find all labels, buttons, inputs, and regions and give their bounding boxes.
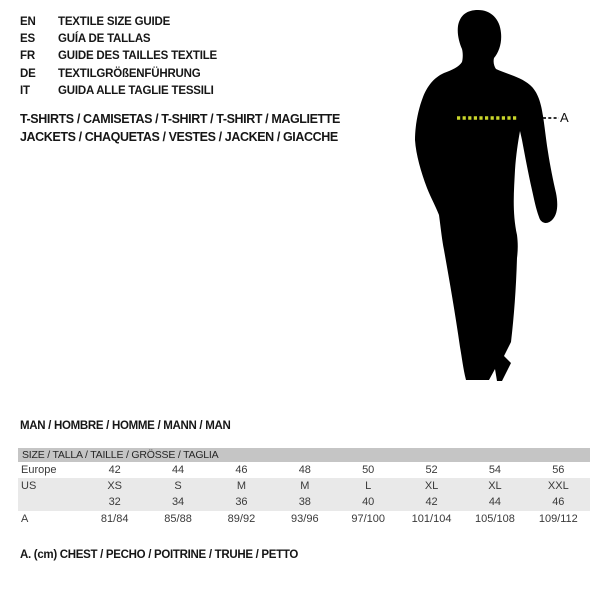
row-label: Europe	[21, 464, 57, 477]
table-cell: 46	[235, 464, 248, 477]
row-label: US	[21, 480, 37, 493]
table-cell: S	[174, 480, 182, 493]
table-cell: 44	[488, 496, 502, 509]
table-cell: 101/104	[411, 512, 452, 525]
language-row	[20, 13, 217, 30]
table-cell: 46	[552, 496, 565, 509]
table-cell: 42	[425, 496, 438, 509]
size-table-header: SIZE / TALLA / TAILLE / GRÖSSE / TAGLIA	[18, 448, 590, 462]
table-cell: 40	[362, 496, 375, 509]
section-title-man: MAN / HOMBRE / HOMME / MANN / MAN	[20, 420, 231, 432]
language-label: GUIDE DES TAILLES TEXTILE	[58, 50, 217, 63]
product-types-line-tshirts: T-SHIRTS / CAMISETAS / T-SHIRT / T-SHIRT / MAGLIETTE	[20, 112, 340, 126]
table-cell: 109/112	[538, 512, 578, 525]
size-table	[18, 448, 590, 527]
language-label: TEXTILGRÖßENFÜHRUNG	[58, 67, 201, 80]
table-cell: L	[365, 480, 372, 493]
language-label: GUÍA DE TALLAS	[58, 33, 151, 46]
language-row	[20, 65, 217, 82]
table-cell: 81/84	[100, 512, 129, 525]
size-table-row-us	[18, 478, 590, 494]
table-cell: 42	[108, 464, 121, 477]
language-row	[20, 30, 217, 47]
table-cell: XXL	[547, 480, 569, 493]
footnote-chest: A. (cm) CHEST / PECHO / POITRINE / TRUHE / PETTO	[20, 549, 299, 561]
table-cell: M	[300, 480, 310, 493]
language-code: ES	[20, 33, 35, 46]
row-label: A	[21, 512, 29, 525]
table-cell: 34	[171, 496, 185, 509]
table-cell: 56	[552, 464, 565, 477]
language-code: FR	[20, 50, 35, 63]
man-silhouette	[398, 8, 570, 390]
table-cell: 54	[488, 464, 502, 477]
table-cell: XL	[488, 480, 502, 493]
language-list	[20, 13, 217, 100]
table-cell: 89/92	[227, 512, 256, 525]
table-cell: 32	[108, 496, 121, 509]
measure-label-a: A	[560, 110, 569, 125]
language-row	[20, 83, 217, 100]
product-types	[20, 110, 340, 146]
language-code: DE	[20, 67, 36, 80]
table-cell: 50	[362, 464, 375, 477]
table-cell: M	[236, 480, 247, 493]
table-cell: 38	[298, 496, 311, 509]
table-cell: 36	[235, 496, 248, 509]
table-cell: 52	[425, 464, 438, 477]
language-code: IT	[20, 85, 30, 98]
table-cell: 44	[171, 464, 185, 477]
size-table-row-us-numeric	[18, 494, 590, 510]
table-cell: 97/100	[351, 512, 386, 525]
product-types-line-jackets: JACKETS / CHAQUETAS / VESTES / JACKEN / GIACCHE	[20, 130, 338, 144]
language-label: TEXTILE SIZE GUIDE	[58, 15, 171, 28]
language-row	[20, 48, 217, 65]
table-cell: XS	[107, 480, 123, 493]
language-label: GUIDA ALLE TAGLIE TESSILI	[58, 85, 214, 98]
man-silhouette-shape	[415, 10, 557, 381]
table-cell: 85/88	[164, 512, 192, 525]
table-cell: 48	[298, 464, 311, 477]
language-code: EN	[20, 15, 36, 28]
table-cell: 105/108	[475, 512, 515, 525]
table-cell: 93/96	[291, 512, 319, 525]
size-table-row-chest	[18, 511, 590, 527]
size-table-row-europe	[18, 462, 590, 478]
table-cell: XL	[424, 480, 439, 493]
